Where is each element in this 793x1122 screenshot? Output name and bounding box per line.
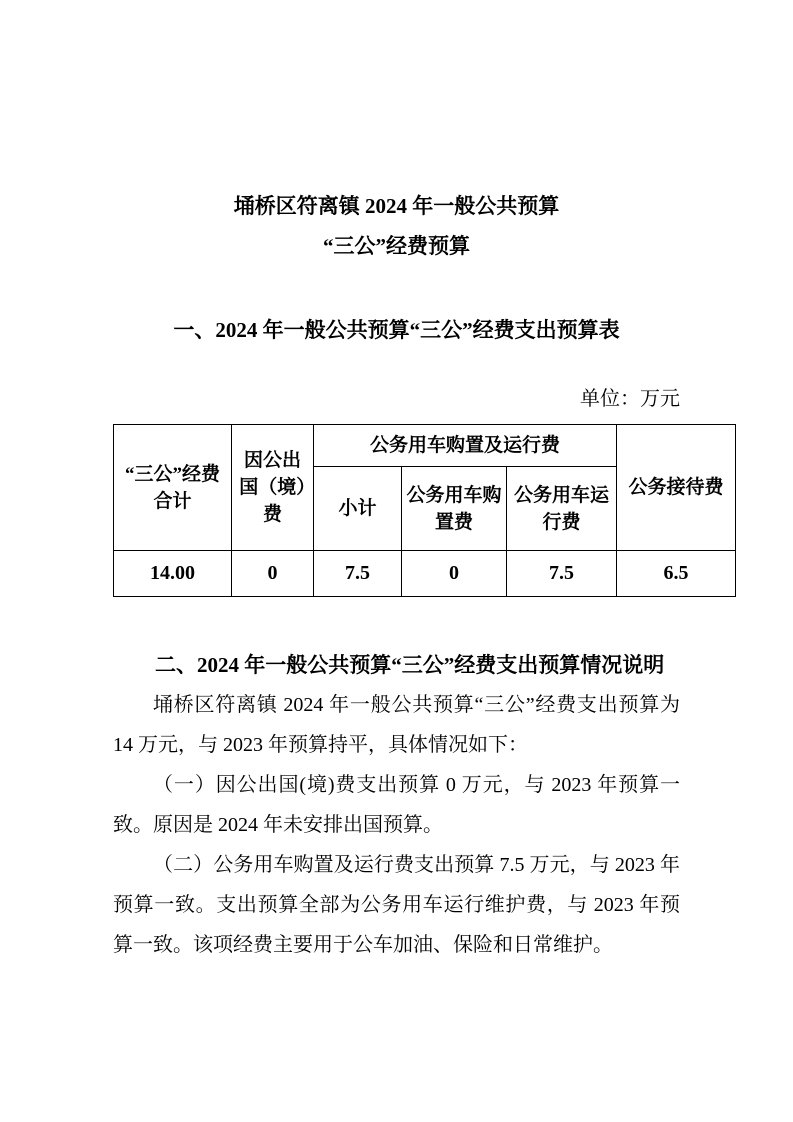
header-cell-vehicle-group: 公务用车购置及运行费 [314, 425, 617, 467]
value-reception: 6.5 [617, 551, 736, 597]
header-cell-abroad: 因公出国（境）费 [232, 425, 314, 551]
unit-label: 单位：万元 [580, 388, 680, 410]
budget-table [113, 424, 736, 597]
paragraph-abroad-expense: （一）因公出国(境)费支出预算 0 万元，与 2023 年预算一致。原因是 2024 年未安排出国预算。 [113, 774, 680, 836]
section-two-heading: 二、2024 年一般公共预算“三公”经费支出预算情况说明 [155, 653, 665, 677]
paragraph-vehicle-expense: （二）公务用车购置及运行费支出预算 7.5 万元，与 2023 年预算一致。支出预算全部为公务用车运行维护费，与 2023 年预算一致。该项经费主要用于公车加油、保险和日常维护。 [113, 854, 680, 956]
table-header-row-1 [114, 425, 736, 467]
value-subtotal: 7.5 [314, 551, 402, 597]
header-cell-purchase: 公务用车购置费 [402, 467, 507, 551]
section-one-heading: 一、2024 年一般公共预算“三公”经费支出预算表 [173, 318, 620, 342]
header-cell-subtotal: 小计 [314, 467, 402, 551]
header-cell-reception: 公务接待费 [617, 425, 736, 551]
value-abroad: 0 [232, 551, 314, 597]
value-purchase: 0 [402, 551, 507, 597]
header-cell-total: “三公”经费合计 [114, 425, 232, 551]
value-total: 14.00 [114, 551, 232, 597]
header-cell-operation: 公务用车运行费 [507, 467, 617, 551]
paragraph-overview: 埇桥区符离镇 2024 年一般公共预算“三公”经费支出预算为 14 万元，与 2023 年预算持平，具体情况如下： [113, 694, 680, 756]
explanation-section [113, 645, 680, 965]
table-data-row [114, 551, 736, 597]
document-title-line2: “三公”经费预算 [323, 234, 470, 258]
value-operation: 7.5 [507, 551, 617, 597]
document-title-line1: 埇桥区符离镇 2024 年一般公共预算 [233, 194, 560, 218]
